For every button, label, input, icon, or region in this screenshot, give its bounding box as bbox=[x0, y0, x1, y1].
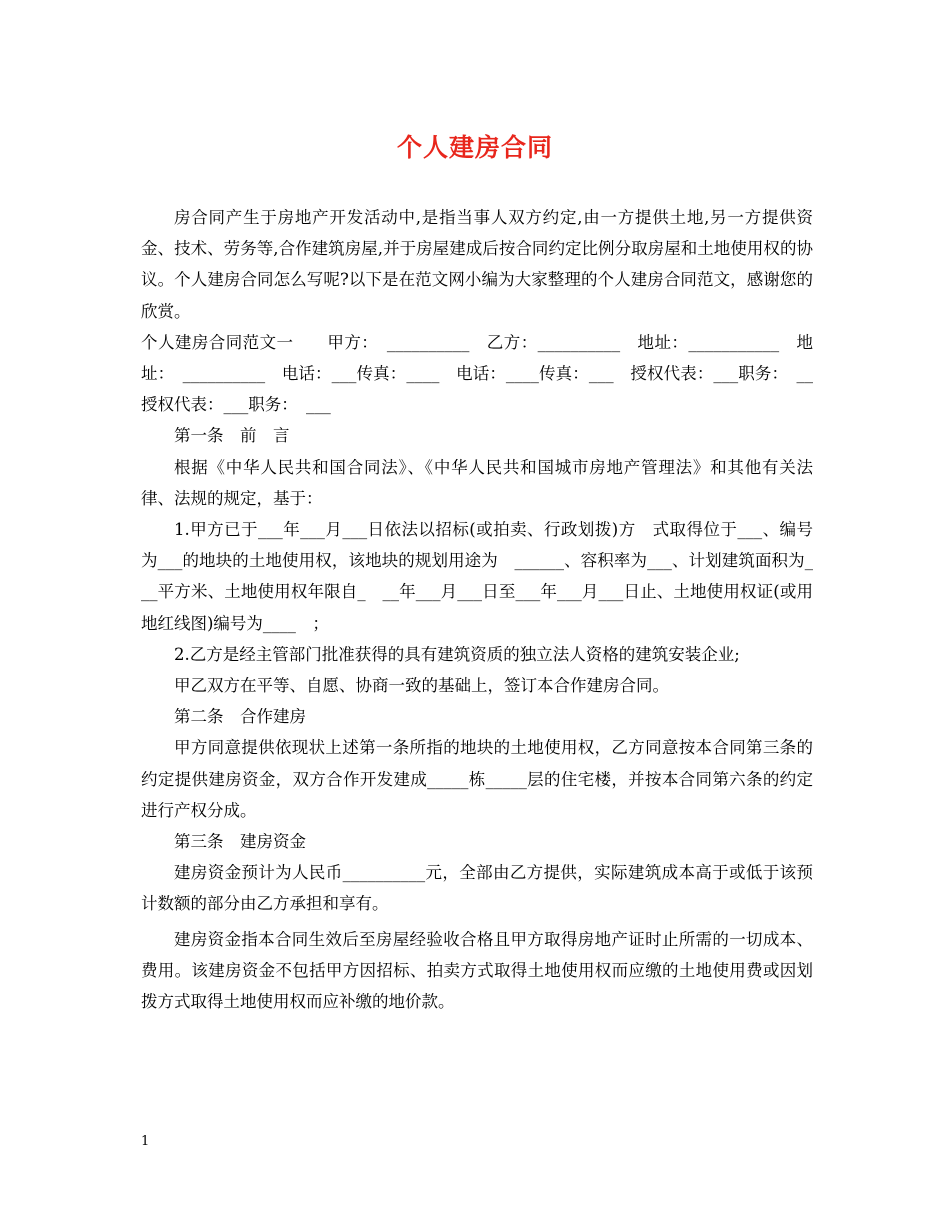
article-3-heading: 第三条 建房资金 bbox=[174, 832, 306, 852]
article-2-heading: 第二条 合作建房 bbox=[174, 707, 306, 727]
page-number: 1 bbox=[141, 1134, 150, 1149]
article-1-item-2: 2.乙方是经主管部门批准获得的具有建筑资质的独立法人资格的建筑安装企业; bbox=[174, 644, 740, 664]
article-1-agreement: 甲乙双方在平等、自愿、协商一致的基础上，签订本合作建房合同。 bbox=[174, 676, 669, 696]
article-3-body-2: 建房资金指本合同生效后至房屋经验收合格且甲方取得房地产证时止所需的一切成本、费用。该建房资金不包括甲方因招标、拍卖方式取得土地使用权而应缴的土地使用费或因划拨方式取得土地使用权而应补缴的地价款。 bbox=[141, 929, 813, 1012]
intro-paragraph: 房合同产生于房地产开发活动中,是指当事人双方约定,由一方提供土地,另一方提供资金、技术、劳务等,合作建筑房屋,并于房屋建成后按合同约定比例分取房屋和土地使用权的协议。个人建房合同怎么写呢?以下是在范文网小编为大家整理的个人建房合同范文，感谢您的欣赏。 bbox=[141, 208, 813, 321]
document-title: 个人建房合同 bbox=[396, 133, 553, 162]
article-1-heading: 第一条 前 言 bbox=[174, 426, 290, 446]
parties-paragraph: 个人建房合同范文一 甲方： __________ 乙方：__________ 地址：___________ 地址： __________ 电话：___传真：____ 电话：____传真：___ 授权代表：___职务： __ 授权代表：___职务： ___ bbox=[141, 332, 830, 415]
article-1-item-1: 1.甲方已于___年___月___日依法以招标(或拍卖、行政划拨)方 式取得位于___、编号为___的地块的土地使用权，该地块的规划用途为 ______、容积率为___、计划建筑面积为___平方米、土地使用权年限自_ __年___月___日至___年___月___日止、土地使用权证(或用 地红线图)编号为____ ； bbox=[141, 520, 830, 633]
document-body bbox=[141, 202, 830, 1017]
article-2-body: 甲方同意提供依现状上述第一条所指的地块的土地使用权，乙方同意按本合同第三条的约定提供建房资金，双方合作开发建成_____栋_____层的住宅楼，并按本合同第六条的约定进行产权分成。 bbox=[141, 738, 813, 820]
article-3-body-1: 建房资金预计为人民币__________元，全部由乙方提供，实际建筑成本高于或低于该预计数额的部分由乙方承担和享有。 bbox=[141, 863, 813, 914]
article-1-basis: 根据《中华人民共和国合同法》、《中华人民共和国城市房地产管理法》和其他有关法律、法规的规定，基于： bbox=[141, 457, 813, 508]
